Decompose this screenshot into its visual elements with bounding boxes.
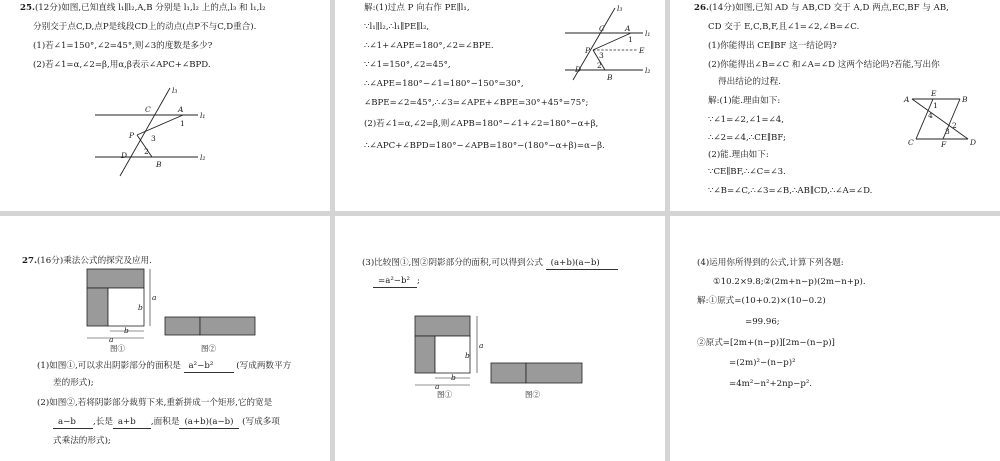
sol25-line4: ∵∠1=150°,∠2=45°, xyxy=(364,60,451,70)
q25-label-b: B xyxy=(156,160,162,169)
sol25-line5: ∴∠APE=180°−∠1=180°−150°=30°, xyxy=(364,79,524,89)
q25-label-a: A xyxy=(178,105,184,114)
svg-text:b: b xyxy=(138,303,143,312)
svg-text:b: b xyxy=(451,373,456,382)
q25-label-p: P xyxy=(129,131,135,140)
q27-4-lead: (4)运用你所得到的公式,计算下列各题: xyxy=(697,258,844,268)
q26-part2-cont: 得出结论的过程. xyxy=(718,77,781,87)
svg-text:l₂: l₂ xyxy=(645,66,651,75)
q27-4-sol-5: =4m²−n²+2np−p². xyxy=(729,379,813,389)
svg-text:2: 2 xyxy=(952,121,957,130)
svg-text:E: E xyxy=(931,89,937,98)
question-27-3-panel xyxy=(335,216,665,461)
q26-title: 26.(14分)如图,已知 AD 与 AB,CD 交于 A,D 两点,EC,BF 与 AB, xyxy=(694,3,949,13)
svg-text:2: 2 xyxy=(597,61,602,70)
svg-text:l₁: l₁ xyxy=(645,29,651,38)
svg-text:b: b xyxy=(465,351,470,360)
svg-text:E: E xyxy=(639,46,645,55)
q27-4-sol-4: =(2m)²−(n−p)² xyxy=(729,358,796,368)
svg-text:图②: 图② xyxy=(525,390,540,399)
q26-sol-6: ∵∠B=∠C,∴∠3=∠B,∴AB∥CD,∴∠A=∠D. xyxy=(708,186,873,196)
q25-angle-2: 2 xyxy=(144,147,149,156)
q27-part1-tail: 差的形式); xyxy=(53,378,94,388)
svg-text:B: B xyxy=(962,95,968,104)
q27-3-figure xyxy=(335,216,665,461)
solution-25-panel xyxy=(335,0,665,211)
svg-text:a: a xyxy=(109,335,114,344)
question-27-4-panel xyxy=(670,216,1000,461)
q26-sol-3: ∴∠2=∠4,∴CE∥BF; xyxy=(708,133,786,143)
sol25-line1: 解:(1)过点 P 向右作 PE∥l₁, xyxy=(364,3,470,13)
sol25-line6: ∠BPE=∠2=45°,∴∠3=∠APE+∠BPE=30°+45°=75°; xyxy=(364,98,589,108)
svg-text:a: a xyxy=(152,293,157,302)
svg-text:1: 1 xyxy=(628,35,633,44)
svg-text:C: C xyxy=(908,138,914,147)
q26-title-cont: CD 交于 E,C,B,F,且∠1=∠2,∠B=∠C. xyxy=(708,22,860,32)
q27-4-sol-3: ②原式=[2m+(n−p)][2m−(n−p)] xyxy=(697,338,835,348)
q25-figure xyxy=(0,0,330,211)
svg-text:3: 3 xyxy=(945,127,950,136)
q27-3-answer-cont: =a²−b² ; xyxy=(373,276,420,288)
q25-part1: (1)若∠1=150°,∠2=45°,则∠3的度数是多少? xyxy=(33,41,213,51)
svg-text:3: 3 xyxy=(599,51,604,60)
q26-part1: (1)你能得出 CE∥BF 这一结论吗? xyxy=(708,41,837,51)
q27-3-lead: (3)比较图①,图②阴影部分的面积,可以得到公式 (a+b)(a−b) xyxy=(362,258,618,270)
q27-title: 27.(16分)乘法公式的探究及应用. xyxy=(22,256,152,266)
svg-text:图①: 图① xyxy=(110,344,125,353)
q27-4-sol-2: =99.96; xyxy=(745,317,780,327)
q26-sol-4: (2)能.理由如下: xyxy=(708,150,769,160)
q25-part2: (2)若∠1=α,∠2=β,用α,β表示∠APC+∠BPD. xyxy=(33,60,211,70)
svg-text:B: B xyxy=(607,73,613,82)
sol25-line7: (2)若∠1=α,∠2=β,则∠APB=180°−∠1+∠2=180°−α+β, xyxy=(364,119,599,129)
q27-4-sol-1: 解:①原式=(10+0.2)×(10−0.2) xyxy=(697,296,826,306)
svg-text:a: a xyxy=(435,382,440,391)
q26-sol-5: ∵CE∥BF,∴∠C=∠3. xyxy=(708,167,786,177)
q25-title: 25.(12分)如图,已知直线 l₁∥l₂,A,B 分别是 l₁,l₂ 上的点,l₃ 和 l₁,l₂ xyxy=(20,3,266,13)
q25-label-l3: l₃ xyxy=(172,86,178,95)
q25-angle-3: 3 xyxy=(151,134,156,143)
sol25-line3: ∴∠1+∠APE=180°,∠2=∠BPE. xyxy=(364,41,494,51)
svg-text:F: F xyxy=(941,140,947,149)
q25-title-cont: 分别交于点C,D,点P是线段CD上的动点(点P不与C,D重合). xyxy=(33,22,257,32)
sol25-line2: ∵l₁∥l₂,∴l₁∥PE∥l₂, xyxy=(364,22,430,32)
svg-text:C: C xyxy=(599,24,605,33)
q25-label-d: D xyxy=(121,151,128,160)
q25-segment-pa xyxy=(137,115,183,135)
svg-text:图①: 图① xyxy=(437,390,452,399)
q25-label-l2: l₂ xyxy=(200,153,206,162)
q27-part2-answers: a−b ,长是 a+b ,面积是 (a+b)(a−b) (写成多项 xyxy=(53,417,280,429)
svg-text:P: P xyxy=(585,46,591,55)
q27-part1: (1)如图①,可以求出阴影部分的面积是 a²−b² (写成两数平方 xyxy=(37,361,292,371)
svg-text:b: b xyxy=(124,326,129,335)
q26-sol-2: ∵∠1=∠2,∠1=∠4, xyxy=(708,115,785,125)
svg-text:图②: 图② xyxy=(201,344,216,353)
question-27-panel xyxy=(0,216,330,461)
question-25-panel xyxy=(0,0,330,211)
sol25-figure xyxy=(335,0,665,211)
q25-angle-1: 1 xyxy=(180,119,185,128)
q25-label-l1: l₁ xyxy=(200,111,206,120)
svg-text:l₃: l₃ xyxy=(617,4,623,13)
q26-figure xyxy=(670,0,1000,211)
svg-text:D: D xyxy=(970,138,977,147)
q26-part2: (2)你能得出∠B=∠C 和∠A=∠D 这两个结论吗?若能,写出你 xyxy=(708,60,940,70)
sol25-line8: ∴∠APC+∠BPD=180°−∠APB=180°−(180°−α+β)=α−β. xyxy=(364,141,605,151)
svg-text:4: 4 xyxy=(928,111,933,120)
svg-text:D: D xyxy=(575,65,582,74)
q25-label-c: C xyxy=(145,105,151,114)
svg-text:A: A xyxy=(625,24,631,33)
q26-sol-1: 解:(1)能.理由如下: xyxy=(708,96,781,106)
svg-text:A: A xyxy=(904,95,910,104)
q27-part2: (2)如图②,若将阴影部分裁剪下来,重新拼成一个矩形,它的宽是 xyxy=(37,398,273,408)
svg-text:1: 1 xyxy=(933,101,938,110)
svg-text:a: a xyxy=(479,341,484,350)
q27-4-items: ①10.2×9.8;②(2m+n−p)(2m−n+p). xyxy=(713,277,866,287)
question-26-panel xyxy=(670,0,1000,211)
q27-part2-tail: 式乘法的形式); xyxy=(53,436,111,446)
